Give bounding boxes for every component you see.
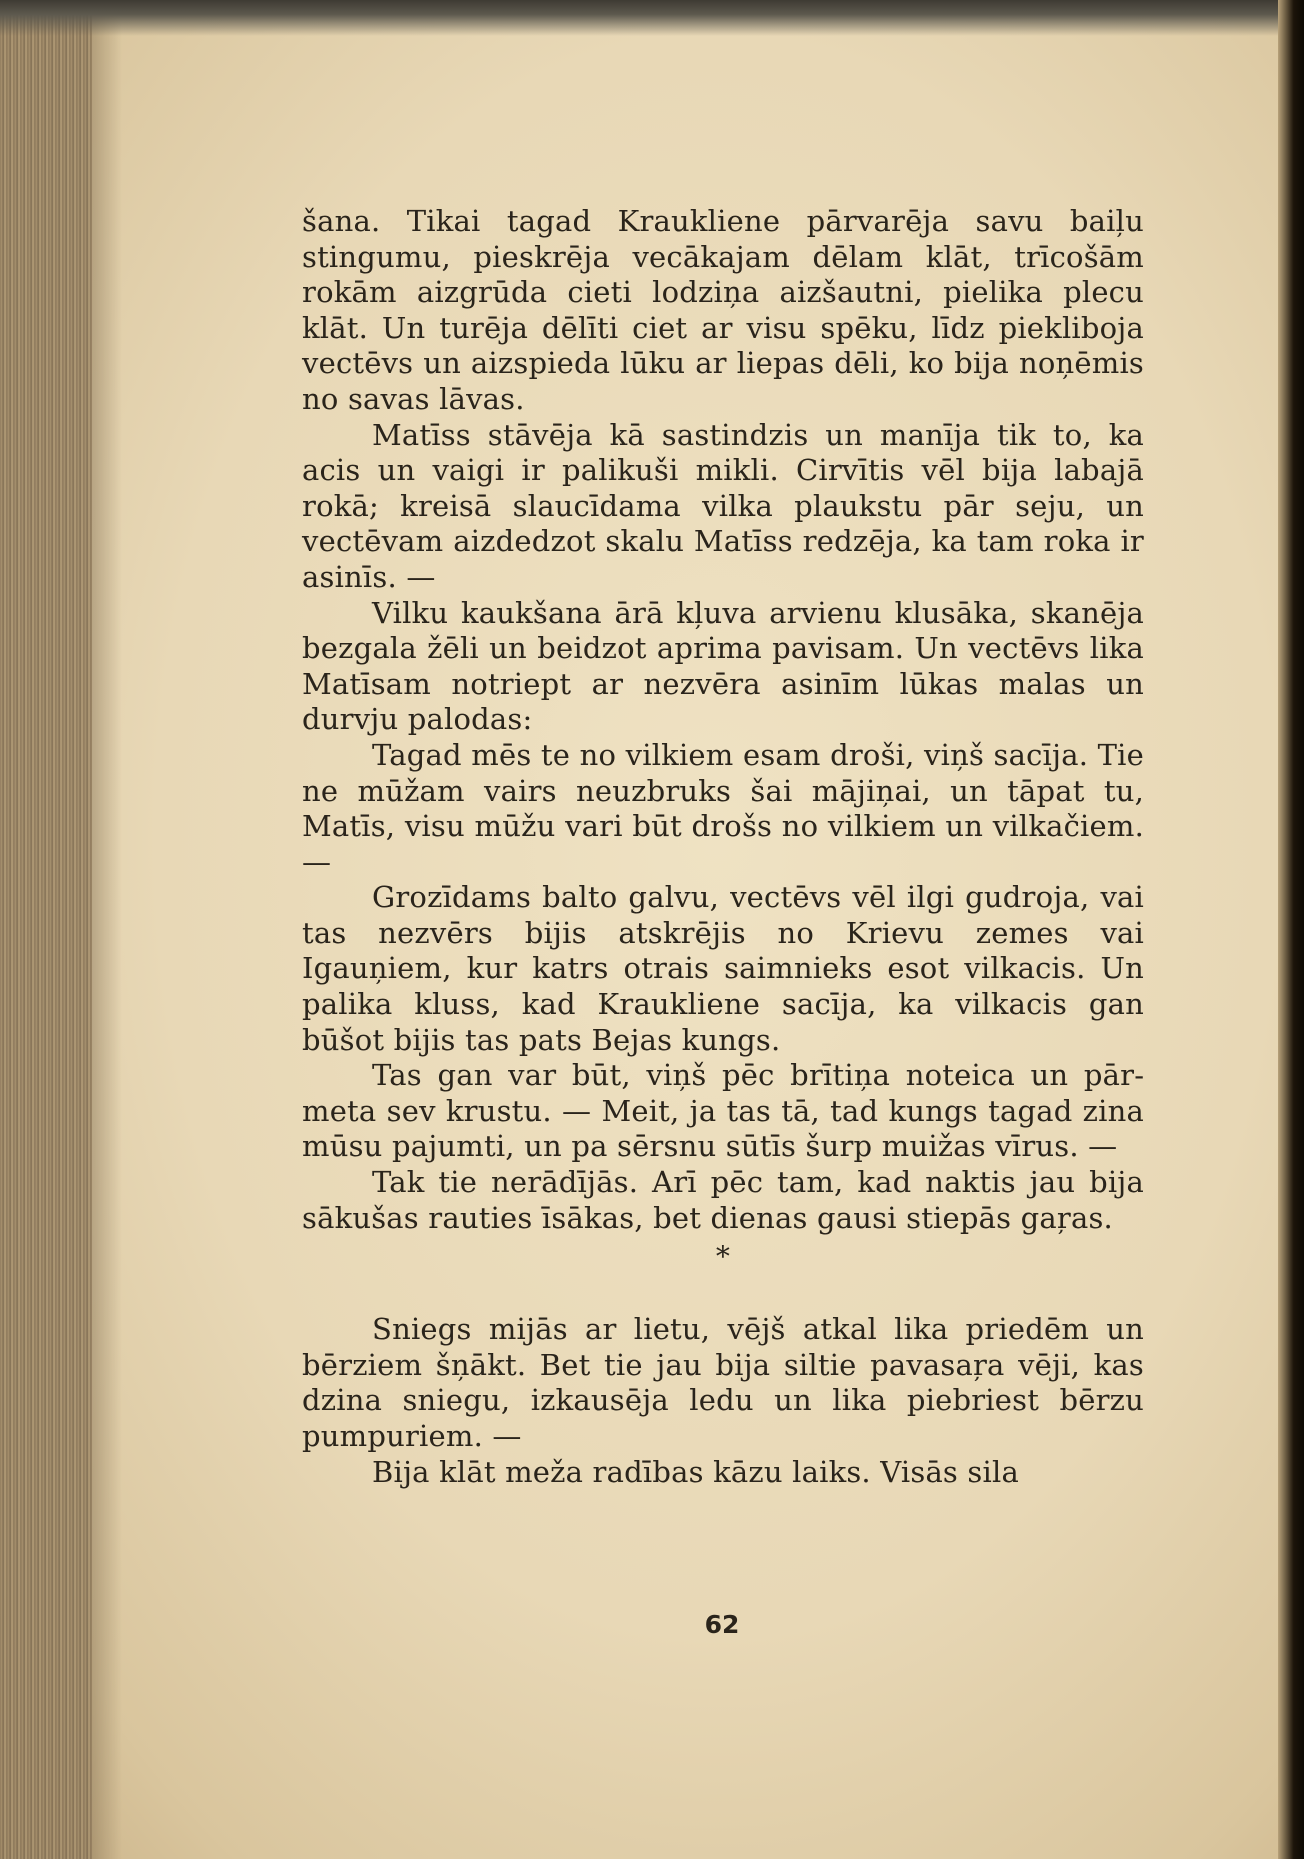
paragraph-3: Vilku kaukšana ārā kļuva arvienu klusāka, skanēja bezgala žēli un beidzot aprima pavisam. Un vectēvs lika Matīsam notriept ar nezvēra asinīm lūkas malas un durvju palodas: — [302, 595, 1144, 737]
paragraph-1: šana. Tikai tagad Kraukliene pārvarēja savu baiļu stingumu, pieskrēja vecākajam dēlam klāt, trīcošām rokām aizgrūda cieti lodziņa aizšautni, pielika plecu klāt. Un turēja dēlīti ciet ar visu spēku, līdz piekliboja vectēvs un aizspieda lūku ar liepas dēli, ko bija noņēmis no savas lāvas. — [302, 204, 1144, 416]
paragraph-5: Grozīdams balto galvu, vectēvs vēl ilgi gudroja, vai tas nezvērs bijis atskrējis no Krievu zemes vai Igauņiem, kur katrs otrais saimnieks esot vilkacis. Un palika kluss, kad Kraukliene sacīja, ka vilkacis gan būšot bijis tas pats Bejas kungs. — [302, 880, 1144, 1057]
paragraph-2: Matīss stāvēja kā sastindzis un manīja tik to, ka acis un vaigi ir palikuši mikli. Cirvītis vēl bija labajā rokā; kreisā slaucīdama vilka plaukstu pār seju, un vectēvam aizdedzot skalu Matīss redzēja, ka tam roka ir asinīs. — — [302, 417, 1144, 594]
page-stack-edge — [0, 0, 92, 1859]
paragraph-8: Sniegs mijās ar lietu, vējš atkal lika priedēm un bērziem šņākt. Bet tie jau bija siltie pavasaŗa vēji, kas dzina sniegu, izkausēja ledu un lika piebriest bērzu pumpuriem. — — [302, 1312, 1144, 1453]
paragraph-6: Tas gan var būt, viņš pēc brītiņa noteica un pārmeta sev krustu. — Meit, ja tas tā, tad kungs tagad zina mūsu pajumti, un pa sērsnu sūtīs šurp muižas vīrus. — — [302, 1058, 1144, 1164]
paragraph-9: Bija klāt meža radības kāzu laiks. Visās sila — [372, 1454, 1019, 1489]
paragraph-7: Tak tie nerādījās. Arī pēc tam, kad naktis jau bija sākušas rauties īsākas, bet dienas gausi stiepās gaŗas. — [302, 1165, 1144, 1235]
body-text — [302, 204, 1144, 1490]
paragraph-4: Tagad mēs te no vilkiem esam droši, viņš sacīja. Tie ne mūžam vairs neuzbruks šai mājiņai, un tāpat tu, Matīs, visu mūžu vari būt drošs no vilkiem un vilkačiem. — — [302, 737, 1144, 879]
top-shadow — [0, 0, 1304, 36]
page-number: 62 — [704, 1610, 740, 1639]
right-shadow — [1278, 0, 1304, 1859]
section-separator: * — [715, 1240, 731, 1274]
